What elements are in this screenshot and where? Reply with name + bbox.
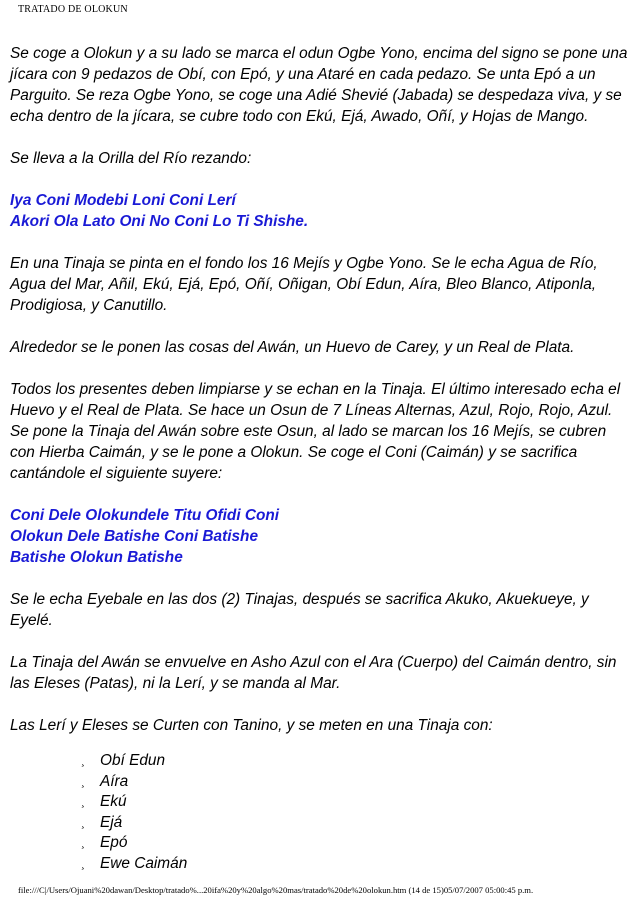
document-footer: file:///C|/Users/Ojuani%20dawan/Desktop/tratado%...20ifa%20y%20algo%20mas/tratado%20de%20olokun.htm (14 de 15)05/07/2007 05:00:45 p.m.: [18, 885, 534, 895]
list-item: [10, 812, 630, 833]
ingredient-list: [10, 750, 630, 873]
bullet-icon: ¸: [81, 753, 85, 767]
song-line: Batishe Olokun Batishe: [10, 549, 183, 566]
paragraph: Se coge a Olokun y a su lado se marca el odun Ogbe Yono, encima del signo se pone una jícara con 9 pedazos de Obí, con Epó, y una Ataré en cada pedazo. Se unta Epó a un Parguito. Se reza Ogbe Yono, se coge una Adié Shevié (Jabada) se despedaza viva, y se echa dentro de la jícara, se cubre todo con Ekú, Ejá, Awado, Oñí, y Hojas de Mango.: [10, 45, 628, 125]
bullet-icon: ¸: [81, 835, 85, 849]
paragraph: Se lleva a la Orilla del Río rezando:: [10, 150, 252, 167]
paragraph: Alrededor se le ponen las cosas del Awán, un Huevo de Carey, y un Real de Plata.: [10, 339, 575, 356]
list-item: [10, 832, 630, 853]
list-item: [10, 750, 630, 771]
list-item-label: Obí Edun: [100, 752, 166, 769]
list-item: [10, 771, 630, 792]
paragraph: Se le echa Eyebale en las dos (2) Tinajas, después se sacrifica Akuko, Akuekueye, y Eyelé.: [10, 591, 589, 629]
list-item-label: Aíra: [100, 772, 129, 790]
prayer-block: [10, 190, 630, 232]
list-item-label: Epó: [100, 834, 128, 851]
song-line: Olokun Dele Batishe Coni Batishe: [10, 528, 259, 545]
paragraph: Las Lerí y Eleses se Curten con Tanino, y se meten en una Tinaja con:: [10, 717, 493, 734]
list-item: [10, 791, 630, 812]
list-item-label: Ejá: [100, 813, 123, 831]
list-item-label: Ekú: [100, 793, 127, 810]
bullet-icon: ¸: [81, 794, 85, 808]
list-item: [10, 853, 630, 874]
paragraph: Todos los presentes deben limpiarse y se echan en la Tinaja. El último interesado echa el Huevo y el Real de Plata. Se hace un Osun de 7 Líneas Alternas, Azul, Rojo, Rojo, Azul. Se pone la Tinaja del Awán sobre este Osun, al lado se marcan los 16 Mejís, se cubren con Hierba Caimán, y se le pone a Olokun. Se coge el Coni (Caimán) y se sacrifica cantándole el siguiente suyere:: [10, 381, 621, 482]
song-line: Coni Dele Olokundele Titu Ofidi Coni: [10, 507, 280, 524]
prayer-line: Akori Ola Lato Oni No Coni Lo Ti Shishe.: [10, 213, 309, 230]
bullet-icon: ¸: [81, 814, 85, 829]
prayer-line: Iya Coni Modebi Loni Coni Lerí: [10, 192, 236, 209]
document-body: [10, 43, 630, 873]
bullet-icon: ¸: [81, 855, 85, 870]
song-block: [10, 505, 630, 568]
bullet-icon: ¸: [81, 773, 85, 788]
document-header: TRATADO DE OLOKUN: [18, 4, 128, 15]
paragraph: La Tinaja del Awán se envuelve en Asho Azul con el Ara (Cuerpo) del Caimán dentro, sin las Eleses (Patas), ni la Lerí, y se manda al Mar.: [10, 654, 617, 692]
list-item-label: Ewe Caimán: [100, 854, 188, 872]
paragraph: En una Tinaja se pinta en el fondo los 16 Mejís y Ogbe Yono. Se le echa Agua de Río, Agua del Mar, Añil, Ekú, Ejá, Epó, Oñí, Oñigan, Obí Edun, Aíra, Bleo Blanco, Atiponla, Prodigiosa, y Canutillo.: [10, 255, 598, 314]
